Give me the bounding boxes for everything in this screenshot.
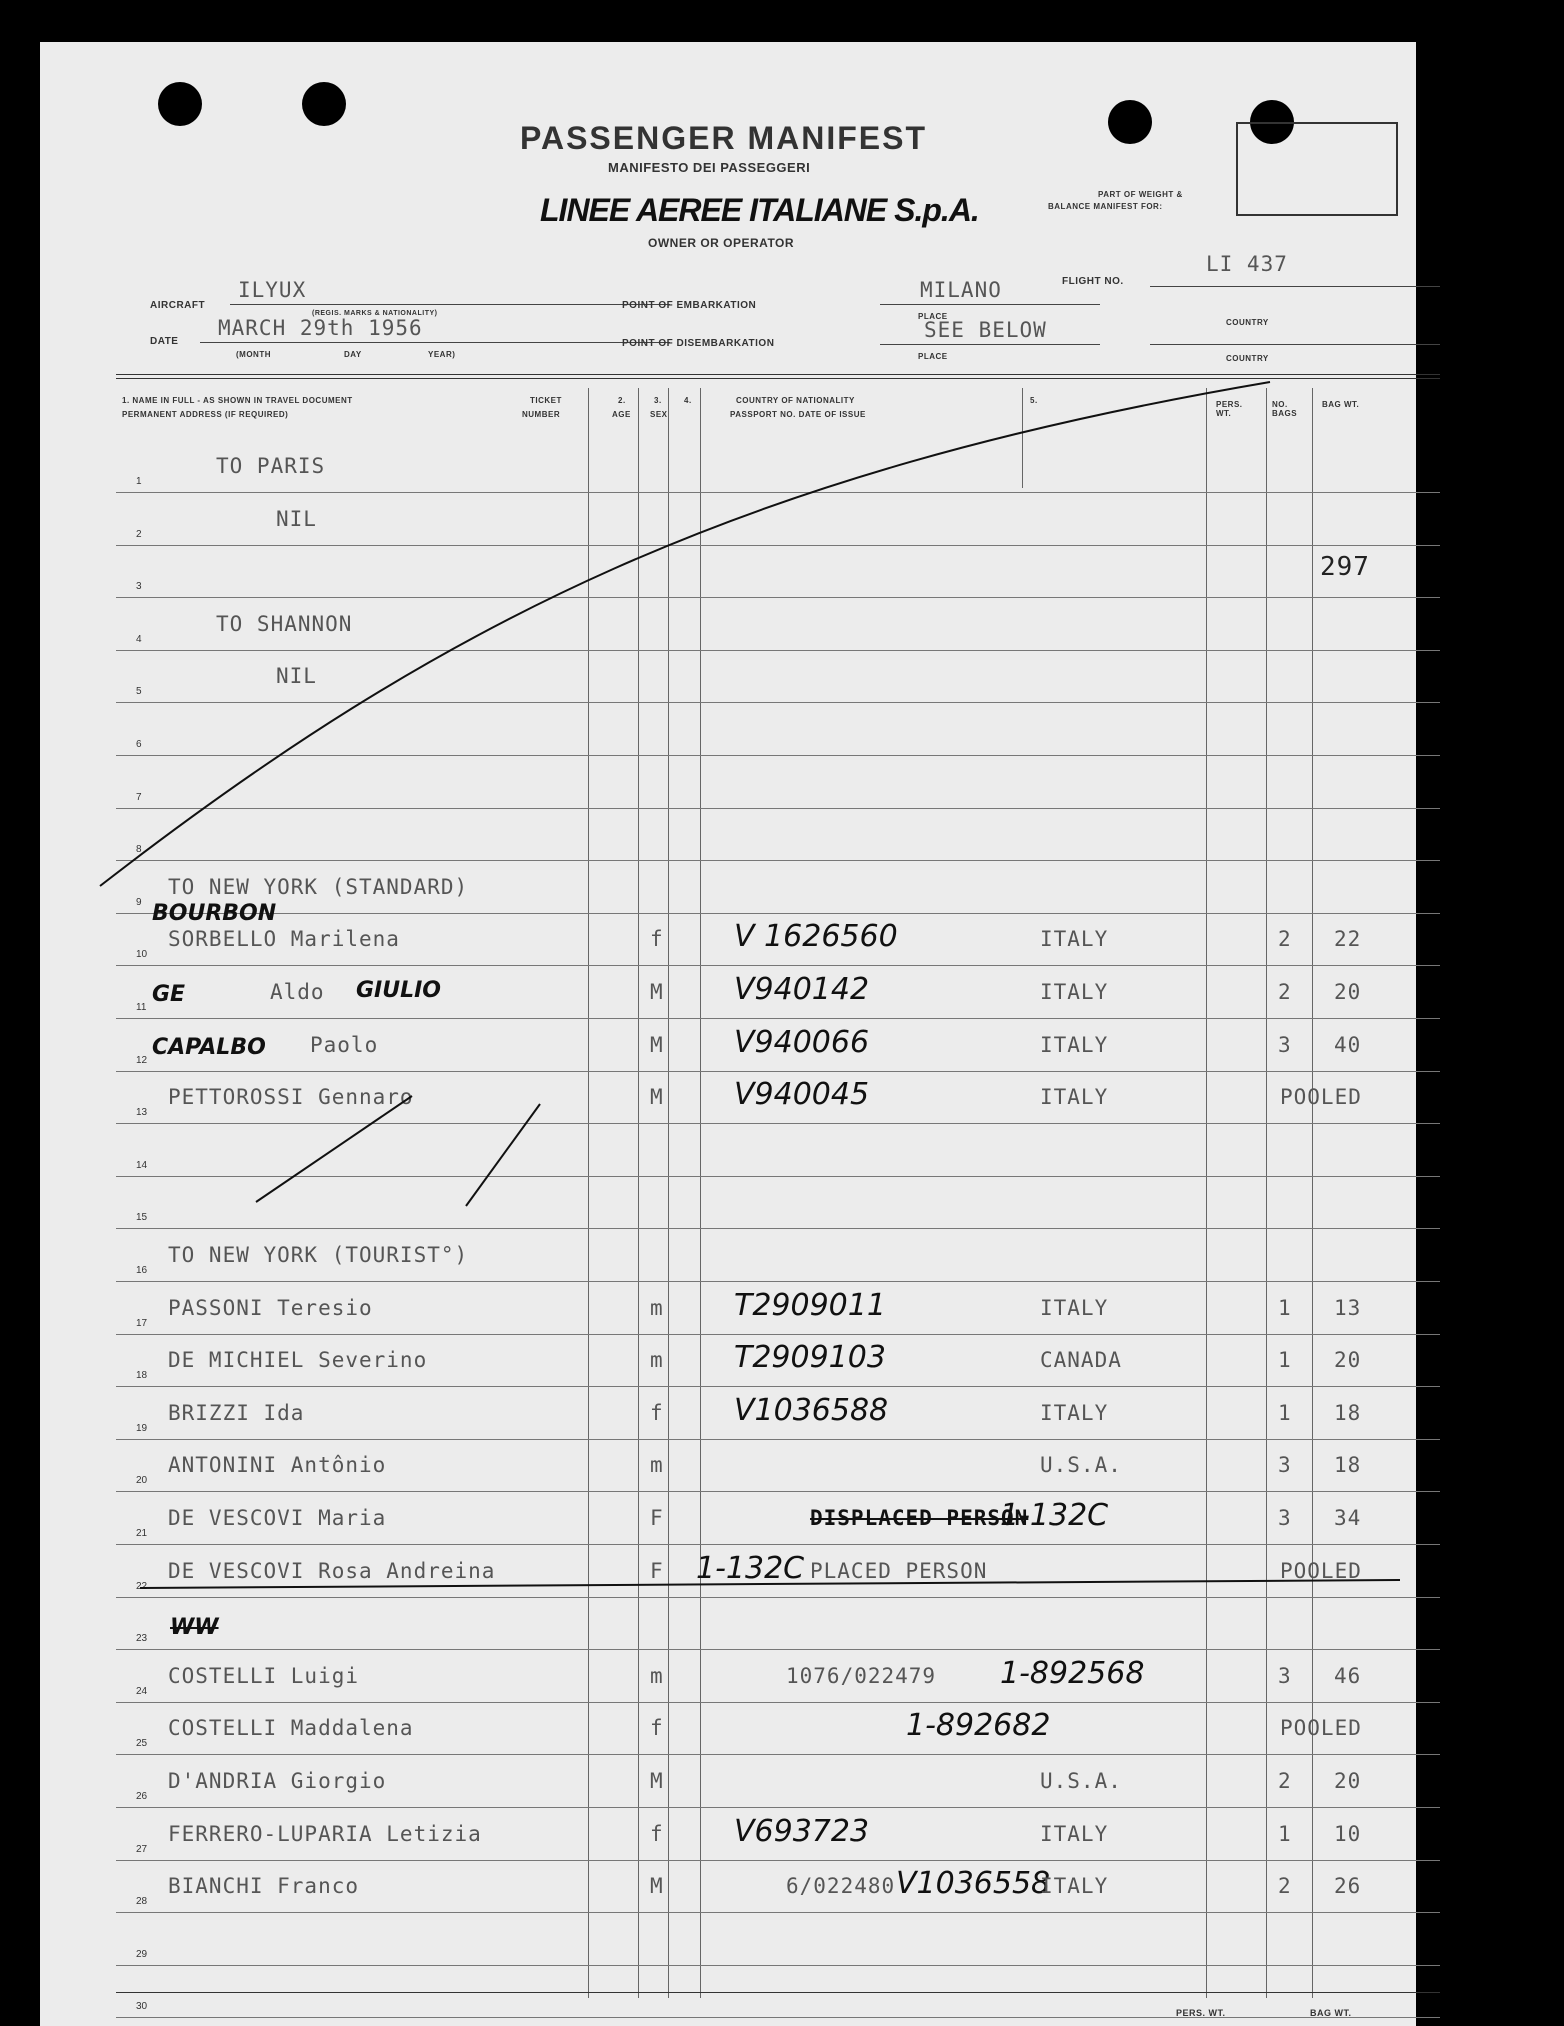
bag-weight: POOLED bbox=[1280, 1085, 1362, 1110]
handwritten-passport: 1-892682 bbox=[906, 1708, 1051, 1744]
sex-value: M bbox=[650, 1085, 664, 1110]
nationality: U.S.A. bbox=[1040, 1769, 1122, 1793]
row-number: 3 bbox=[136, 581, 142, 593]
row-number: 10 bbox=[136, 949, 148, 961]
nationality: ITALY bbox=[1040, 927, 1109, 952]
passport-number: V1036588 bbox=[734, 1392, 889, 1428]
passenger-name: Paolo bbox=[310, 1032, 379, 1057]
row-number: 8 bbox=[136, 844, 142, 856]
sex-value: M bbox=[650, 980, 664, 1004]
bag-count: 1 bbox=[1278, 1400, 1292, 1425]
bag-weight: 20 bbox=[1334, 1348, 1362, 1373]
weight-balance-label: PART OF WEIGHT & bbox=[1098, 190, 1183, 199]
bag-weight: 34 bbox=[1334, 1506, 1362, 1530]
col-5-num: 5. bbox=[1030, 396, 1038, 405]
bag-count: 1 bbox=[1278, 1821, 1292, 1846]
passport-number: 6/022480 bbox=[786, 1874, 896, 1899]
row-number: 18 bbox=[136, 1370, 148, 1382]
manifest-subtitle: MANIFESTO DEI PASSEGGERI bbox=[608, 160, 811, 175]
handwritten-passport: 1-892568 bbox=[1000, 1655, 1145, 1691]
crossed-out-entry: WW bbox=[170, 1615, 219, 1641]
row-number: 7 bbox=[136, 791, 142, 803]
margin-total: 297 bbox=[1320, 552, 1370, 582]
passenger-name: NIL bbox=[276, 506, 317, 531]
passenger-name: NIL bbox=[276, 664, 317, 689]
place-label: PLACE bbox=[918, 352, 948, 361]
sex-value: m bbox=[650, 1453, 664, 1478]
passenger-name: TO SHANNON bbox=[216, 611, 353, 636]
footer-bag-wt: BAG WT. bbox=[1310, 2008, 1352, 2018]
date-label: DATE bbox=[150, 336, 179, 347]
operator-label: OWNER OR OPERATOR bbox=[648, 236, 795, 250]
row-number: 15 bbox=[136, 1212, 148, 1224]
bag-weight: 13 bbox=[1334, 1295, 1362, 1320]
footer-pers-wt: PERS. WT. bbox=[1176, 2008, 1226, 2018]
sex-value: m bbox=[650, 1348, 664, 1373]
col-bags-header: NO. BAGS bbox=[1272, 400, 1298, 418]
sex-value: F bbox=[650, 1558, 664, 1583]
nationality: ITALY bbox=[1040, 1032, 1109, 1057]
col-pers-wt-header: PERS. WT. bbox=[1216, 400, 1243, 418]
passenger-name: DE VESCOVI Rosa Andreina bbox=[168, 1558, 496, 1583]
place-label: PLACE bbox=[918, 312, 948, 321]
nationality: CANADA bbox=[1040, 1348, 1122, 1373]
row-number: 30 bbox=[136, 2001, 148, 2013]
passenger-name: BIANCHI Franco bbox=[168, 1874, 360, 1899]
row-number: 29 bbox=[136, 1948, 148, 1960]
bag-weight: 10 bbox=[1334, 1821, 1362, 1846]
row-number: 4 bbox=[136, 633, 142, 645]
row-number: 25 bbox=[136, 1738, 148, 1750]
passport-number: T2909103 bbox=[734, 1340, 886, 1376]
bag-weight: 20 bbox=[1334, 980, 1362, 1004]
passenger-name: D'ANDRIA Giorgio bbox=[168, 1769, 387, 1793]
operator-name: LINEE AEREE ITALIANE S.p.A. bbox=[540, 192, 979, 228]
col-ticket-header: NUMBER bbox=[522, 410, 561, 419]
bag-weight: 22 bbox=[1334, 927, 1362, 952]
weight-balance-label: BALANCE MANIFEST FOR: bbox=[1048, 202, 1163, 211]
month-label: (MONTH bbox=[236, 350, 271, 359]
sex-value: m bbox=[650, 1295, 664, 1320]
passport-number: DISPLACED PERSON bbox=[810, 1506, 1029, 1530]
passenger-name: TO NEW YORK (STANDARD) bbox=[168, 874, 469, 899]
passenger-name: PETTOROSSI Gennaro bbox=[168, 1085, 414, 1110]
nationality: U.S.A. bbox=[1040, 1453, 1122, 1478]
aircraft-value: ILYUX bbox=[238, 278, 307, 302]
row-number: 12 bbox=[136, 1054, 148, 1066]
col-nationality-header: COUNTRY OF NATIONALITY bbox=[736, 396, 855, 405]
disembark-place: SEE BELOW bbox=[924, 318, 1047, 342]
flight-no-label: FLIGHT NO. bbox=[1062, 276, 1124, 287]
nationality: ITALY bbox=[1040, 1874, 1109, 1899]
passenger-name: SORBELLO Marilena bbox=[168, 927, 400, 952]
regis-label: (REGIS. MARKS & NATIONALITY) bbox=[312, 310, 438, 317]
passenger-name: COSTELLI Luigi bbox=[168, 1663, 360, 1688]
col-passport-header: PASSPORT NO. DATE OF ISSUE bbox=[730, 410, 866, 419]
handwritten-name: GIULIO bbox=[356, 978, 442, 1003]
bag-count: 3 bbox=[1278, 1453, 1292, 1478]
nationality: ITALY bbox=[1040, 980, 1109, 1004]
pen-strokes bbox=[40, 42, 1416, 2026]
passenger-name: ANTONINI Antônio bbox=[168, 1453, 387, 1478]
row-number: 2 bbox=[136, 528, 142, 540]
sex-value: f bbox=[650, 1716, 664, 1741]
col-age-header: AGE bbox=[612, 410, 631, 419]
passenger-name: DE VESCOVI Maria bbox=[168, 1506, 387, 1530]
col-4-num: 4. bbox=[684, 396, 692, 405]
handwritten-passport: 1-132C bbox=[1000, 1498, 1109, 1533]
manifest-page bbox=[40, 42, 1416, 2026]
col-bag-wt-header: BAG WT. bbox=[1322, 400, 1360, 409]
row-number: 21 bbox=[136, 1528, 148, 1539]
col-sex-header: SEX bbox=[650, 410, 668, 419]
manifest-title: PASSENGER MANIFEST bbox=[520, 120, 927, 156]
passenger-name: TO PARIS bbox=[216, 454, 326, 478]
row-number: 16 bbox=[136, 1265, 148, 1276]
sex-value: F bbox=[650, 1506, 664, 1530]
handwritten-name: BOURBON bbox=[152, 901, 277, 927]
sex-value: m bbox=[650, 1663, 664, 1688]
passenger-name: DE MICHIEL Severino bbox=[168, 1348, 428, 1373]
bag-weight: POOLED bbox=[1280, 1558, 1362, 1583]
passport-number: PLACED PERSON bbox=[810, 1558, 988, 1583]
bag-weight: 40 bbox=[1334, 1032, 1362, 1057]
col-sex-num: 3. bbox=[654, 396, 662, 405]
cancel-stroke bbox=[466, 1104, 540, 1206]
disembark-label: POINT OF DISEMBARKATION bbox=[622, 338, 775, 349]
row-number: 1 bbox=[136, 476, 142, 487]
handwritten-name: GE bbox=[152, 982, 186, 1007]
row-number: 28 bbox=[136, 1896, 148, 1908]
embark-place: MILANO bbox=[920, 278, 1002, 302]
row-number: 22 bbox=[136, 1580, 148, 1592]
passport-number: T2909011 bbox=[734, 1287, 886, 1323]
passport-number: V940066 bbox=[734, 1024, 870, 1060]
passport-number: V693723 bbox=[734, 1813, 870, 1849]
passport-number: 1076/022479 bbox=[786, 1663, 937, 1688]
col-ticket-header: TICKET bbox=[530, 396, 562, 405]
sex-value: M bbox=[650, 1874, 664, 1899]
bag-count: 2 bbox=[1278, 1874, 1292, 1899]
country-label: COUNTRY bbox=[1226, 318, 1269, 327]
bag-weight: 26 bbox=[1334, 1874, 1362, 1899]
bag-count: 1 bbox=[1278, 1295, 1292, 1320]
bag-count: 3 bbox=[1278, 1032, 1292, 1057]
col-name-header: 1. NAME IN FULL - AS SHOWN IN TRAVEL DOCUMENT bbox=[122, 396, 353, 405]
row-number: 9 bbox=[136, 896, 142, 908]
passenger-name: COSTELLI Maddalena bbox=[168, 1716, 414, 1741]
country-label: COUNTRY bbox=[1226, 354, 1269, 363]
aircraft-label: AIRCRAFT bbox=[150, 300, 206, 311]
col-address-header: PERMANENT ADDRESS (IF REQUIRED) bbox=[122, 410, 289, 419]
bag-weight: 46 bbox=[1334, 1663, 1362, 1688]
embark-label: POINT OF EMBARKATION bbox=[622, 300, 757, 311]
nationality: ITALY bbox=[1040, 1400, 1109, 1425]
passenger-name: PASSONI Teresio bbox=[168, 1295, 373, 1320]
sex-value: M bbox=[650, 1769, 664, 1793]
row-number: 27 bbox=[136, 1843, 148, 1855]
row-number: 14 bbox=[136, 1159, 148, 1171]
nationality: ITALY bbox=[1040, 1085, 1109, 1110]
bag-count: 2 bbox=[1278, 927, 1292, 952]
date-value: MARCH 29th 1956 bbox=[218, 316, 423, 340]
passport-number: V 1626560 bbox=[734, 919, 898, 955]
bag-weight: 20 bbox=[1334, 1769, 1362, 1793]
bag-count: 2 bbox=[1278, 1769, 1292, 1793]
bag-weight: POOLED bbox=[1280, 1716, 1362, 1741]
sex-value: M bbox=[650, 1032, 664, 1057]
cancel-stroke bbox=[256, 1096, 412, 1202]
bag-count: 3 bbox=[1278, 1506, 1292, 1530]
passenger-name: BRIZZI Ida bbox=[168, 1400, 305, 1425]
handwritten-passport: V1036558 bbox=[896, 1866, 1051, 1902]
year-label: YEAR) bbox=[428, 350, 456, 359]
passenger-name: Aldo bbox=[270, 980, 325, 1004]
bag-count: 2 bbox=[1278, 980, 1292, 1004]
row-number: 6 bbox=[136, 739, 142, 750]
passenger-name: FERRERO-LUPARIA Letizia bbox=[168, 1821, 482, 1846]
handwritten-name: CAPALBO bbox=[152, 1034, 266, 1060]
sex-value: f bbox=[650, 927, 664, 952]
bag-weight: 18 bbox=[1334, 1400, 1362, 1425]
row-number: 5 bbox=[136, 686, 142, 698]
row-number: 24 bbox=[136, 1685, 148, 1697]
passport-number: V940142 bbox=[734, 972, 870, 1007]
sex-value: f bbox=[650, 1400, 664, 1425]
row-number: 11 bbox=[136, 1002, 147, 1013]
col-age-num: 2. bbox=[618, 396, 626, 405]
day-label: DAY bbox=[344, 350, 362, 359]
row-number: 19 bbox=[136, 1422, 148, 1434]
bag-weight: 18 bbox=[1334, 1453, 1362, 1478]
diagonal-cancel-stroke bbox=[100, 382, 1270, 886]
row-number: 20 bbox=[136, 1475, 148, 1487]
bag-count: 1 bbox=[1278, 1348, 1292, 1373]
nationality: ITALY bbox=[1040, 1821, 1109, 1846]
bag-count: 3 bbox=[1278, 1663, 1292, 1688]
passenger-name: TO NEW YORK (TOURIST°) bbox=[168, 1243, 469, 1267]
handwritten-passport: 1-132C bbox=[696, 1550, 805, 1586]
row-number: 26 bbox=[136, 1791, 148, 1802]
row-number: 17 bbox=[136, 1317, 148, 1329]
row-number: 13 bbox=[136, 1107, 148, 1119]
passport-number: V940045 bbox=[734, 1077, 870, 1113]
nationality: ITALY bbox=[1040, 1295, 1109, 1320]
sex-value: f bbox=[650, 1821, 664, 1846]
row-number: 23 bbox=[136, 1633, 148, 1645]
flight-no-value: LI 437 bbox=[1206, 252, 1288, 276]
cross-out-line bbox=[140, 1580, 1400, 1588]
